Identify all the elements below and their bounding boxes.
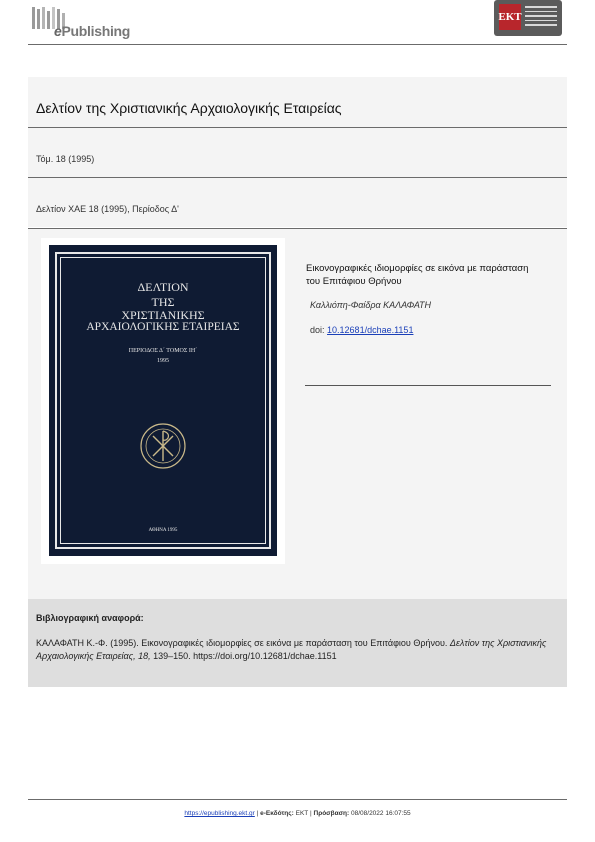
cover-title-4: ΑΡΧΑΙΟΛΟΓΙΚΗΣ ΕΤΑΙΡΕΙΑΣ <box>86 321 240 333</box>
ekt-logo[interactable] <box>494 0 562 36</box>
epublishing-logo[interactable] <box>32 7 142 39</box>
ekt-mark-icon: EKT <box>499 4 521 30</box>
cover-year: 1995 <box>157 358 169 364</box>
citation-heading: Βιβλιογραφική αναφορά: <box>36 613 144 623</box>
header-divider <box>28 44 567 45</box>
chi-rho-seal-icon <box>138 421 188 471</box>
doi-link[interactable]: 10.12681/dchae.1151 <box>327 325 414 335</box>
cover-title-1: ΔΕΛΤΙΟΝ <box>137 280 189 294</box>
footer: https://epublishing.ekt.gr | e-Εκδότης: EKT | Πρόσβαση: 08/08/2022 16:07:55 <box>184 810 411 817</box>
issue-band <box>28 178 567 227</box>
journal-cover-image[interactable] <box>49 245 277 556</box>
article-divider <box>305 385 551 386</box>
footer-divider <box>28 799 567 800</box>
ekt-wordmark-lines <box>525 6 557 29</box>
volume-band <box>28 128 567 177</box>
journal-title[interactable]: Δελτίον της Χριστιανικής Αρχαιολογικής Εταιρείας <box>36 100 342 116</box>
issue-label[interactable]: Δελτίον ΧΑΕ 18 (1995), Περίοδος Δ' <box>36 204 179 214</box>
cover-title-3: ΧΡΙΣΤΙΑΝΙΚΗΣ <box>121 308 205 322</box>
cover-period: ΠΕΡΙΟΔΟΣ Δ΄ ΤΟΜΟΣ ΙΗ΄ <box>128 348 198 354</box>
cover-place: ΑΘΗΝΑ 1995 <box>148 528 178 533</box>
footer-url-link[interactable]: https://epublishing.ekt.gr <box>184 810 255 817</box>
volume-label[interactable]: Τόμ. 18 (1995) <box>36 154 95 164</box>
citation-text[interactable]: ΚΑΛΑΦΑΤΗ Κ.-Φ. (1995). Εικονογραφικές ιδιομορφίες σε εικόνα με παράσταση του Επιτάφιου Θρήνου. Δελτίον της Χριστιανικής Αρχαιολογικής Εταιρείας, 18, 139–150. https://doi.org/10.12681/dchae.1151 <box>36 638 547 661</box>
article-doi: doi: 10.12681/dchae.1151 <box>310 325 414 335</box>
article-author[interactable]: Καλλιόπη-Φαίδρα ΚΑΛΑΦΑΤΗ <box>310 300 431 310</box>
cover-title-2: ΤΗΣ <box>151 295 175 309</box>
logo-wordmark: ePublishing <box>54 23 131 39</box>
article-title[interactable]: Εικονογραφικές ιδιομορφίες σε εικόνα με παράσταση του Επιτάφιου Θρήνου <box>306 263 529 287</box>
